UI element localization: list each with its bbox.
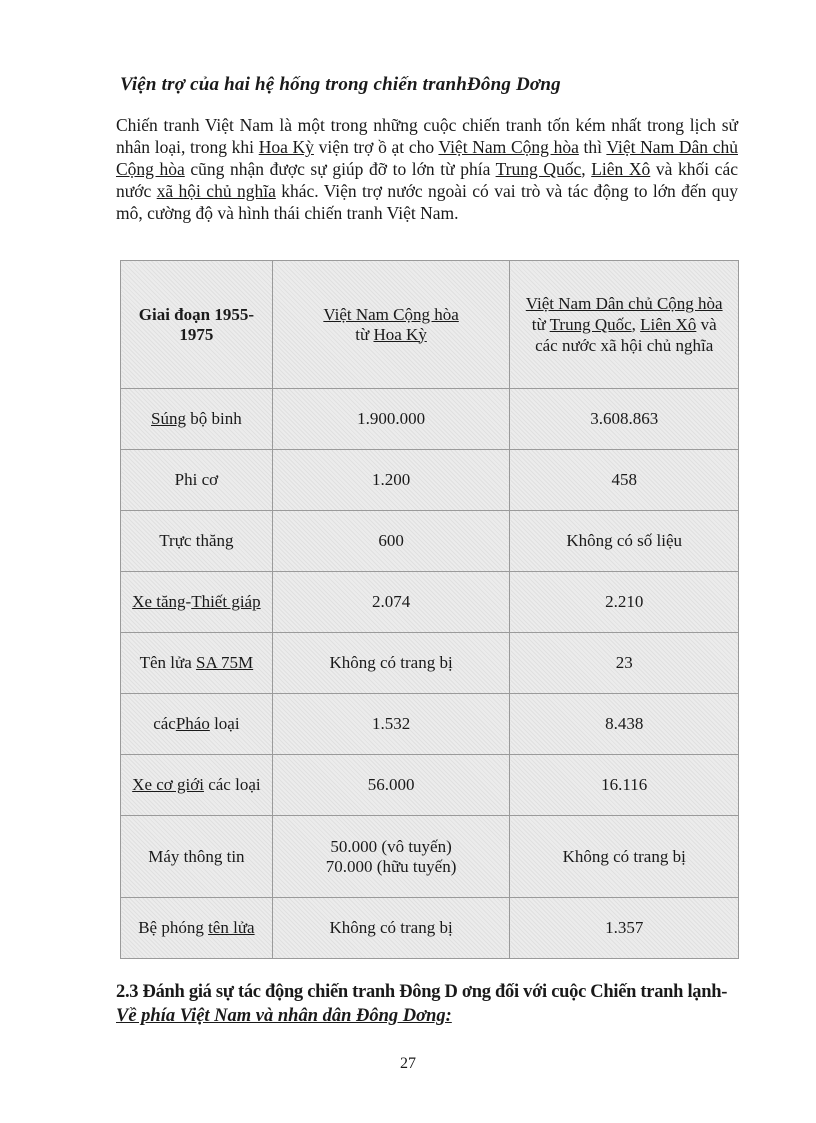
row-label — [121, 898, 273, 959]
link-viet-nam-cong-hoa[interactable]: Việt Nam Cộng hòa — [323, 304, 459, 324]
link-xa-hoi-chu-nghia[interactable]: xã hội chủ nghĩa — [156, 181, 276, 201]
rvn-value-line: 50.000 (vô tuyến) — [330, 836, 452, 856]
table-row — [121, 389, 739, 450]
intro-text: cũng nhận được sự giúp đỡ to lớn từ phía — [184, 159, 496, 179]
row-label-text: các loại — [203, 775, 261, 794]
table-row — [121, 511, 739, 572]
link-ten-lua[interactable]: tên lửa — [208, 918, 255, 937]
table-row — [121, 633, 739, 694]
section-2-3-heading: 2.3 Đánh giá sự tác động chiến tranh Đông D ơng đối với cuộc Chiến tranh lạnh- — [116, 982, 728, 1002]
header-text: từ — [531, 315, 550, 334]
aid-comparison-table — [120, 260, 739, 959]
row-label-text: các — [153, 714, 176, 733]
rvn-value: 1.532 — [272, 694, 510, 755]
link-viet-nam-dan-chu-cong-hoa[interactable]: Việt Nam Dân chủ Cộng hòa — [525, 294, 723, 313]
row-label — [121, 694, 273, 755]
link-sa-75m[interactable]: SA 75M — [196, 653, 254, 672]
link-viet-nam-cong-hoa[interactable]: Việt Nam Cộng hòa — [438, 137, 579, 157]
page-number: 27 — [400, 1055, 416, 1072]
rvn-value: 56.000 — [272, 755, 510, 816]
row-label-text: - — [185, 592, 192, 611]
intro-text: và khối các nước — [116, 159, 738, 201]
rvn-value-line: 70.000 (hữu tuyến) — [325, 856, 457, 876]
rvn-value: 2.074 — [272, 572, 510, 633]
drv-value: 458 — [510, 450, 739, 511]
intro-text: Chiến tranh Việt Nam là một trong những cuộc chiến tranh tốn kém nhất trong lịch sử nhân loại, trong khi — [116, 115, 738, 157]
link-trung-quoc[interactable]: Trung Quốc — [549, 315, 632, 334]
rvn-value: Không có trang bị — [272, 633, 510, 694]
drv-value: 23 — [510, 633, 739, 694]
header-drv — [510, 261, 739, 389]
rvn-value: 1.200 — [272, 450, 510, 511]
table-header-row — [121, 261, 739, 389]
link-sung[interactable]: Súng — [151, 409, 186, 428]
row-label — [121, 389, 273, 450]
rvn-value: 1.900.000 — [272, 389, 510, 450]
row-label — [121, 755, 273, 816]
drv-value: Không có số liệu — [510, 511, 739, 572]
header-text: và các nước xã hội chủ nghĩa — [535, 315, 717, 355]
table-row — [121, 755, 739, 816]
rvn-value — [272, 816, 510, 898]
row-label: Phi cơ — [121, 450, 273, 511]
intro-paragraph — [116, 114, 738, 224]
intro-text: , — [581, 159, 592, 179]
row-label-text: Bệ phóng — [138, 918, 209, 937]
drv-value: 16.116 — [510, 755, 739, 816]
table-row — [121, 898, 739, 959]
table-row — [121, 694, 739, 755]
header-period: Giai đoạn 1955-1975 — [121, 261, 273, 389]
rvn-value: 600 — [272, 511, 510, 572]
table-row — [121, 572, 739, 633]
link-xe-co-gioi[interactable]: Xe cơ giới — [132, 775, 204, 794]
drv-value: 2.210 — [510, 572, 739, 633]
link-hoa-ky[interactable]: Hoa Kỳ — [258, 137, 314, 157]
header-text: từ — [355, 324, 374, 344]
intro-text: viện trợ ồ ạt cho — [313, 137, 439, 157]
header-text: , — [631, 315, 641, 334]
drv-value: 3.608.863 — [510, 389, 739, 450]
header-rvn — [272, 261, 510, 389]
section-2-3-subheading: Về phía Việt Nam và nhân dân Đông Dơng: — [116, 1006, 452, 1026]
link-hoa-ky[interactable]: Hoa Kỳ — [373, 324, 427, 344]
row-label-text: bộ binh — [186, 409, 242, 428]
row-label: Trực thăng — [121, 511, 273, 572]
row-label — [121, 572, 273, 633]
drv-value: 1.357 — [510, 898, 739, 959]
link-xe-tang[interactable]: Xe tăng — [132, 592, 186, 611]
link-trung-quoc[interactable]: Trung Quốc — [495, 159, 582, 179]
drv-value: Không có trang bị — [510, 816, 739, 898]
link-viet-nam-dan-chu-cong-hoa[interactable]: Việt Nam Dân chủ Cộng hòa — [116, 137, 738, 179]
link-phao[interactable]: Pháo — [175, 714, 210, 733]
row-label: Máy thông tin — [121, 816, 273, 898]
intro-text: thì — [578, 137, 607, 157]
rvn-value: Không có trang bị — [272, 898, 510, 959]
table-row — [121, 450, 739, 511]
drv-value: 8.438 — [510, 694, 739, 755]
link-lien-xo[interactable]: Liên Xô — [591, 159, 651, 179]
intro-text: khác. Viện trợ nước ngoài có vai trò và tác động to lớn đến quy mô, cường độ và hình thái chiến tranh Việt Nam. — [116, 181, 739, 223]
table-row — [121, 816, 739, 898]
link-thiet-giap[interactable]: Thiết giáp — [191, 592, 261, 611]
section-heading: Viện trợ của hai hệ hống trong chiến tranhĐông Dơng — [120, 74, 561, 95]
row-label — [121, 633, 273, 694]
row-label-text: loại — [209, 714, 240, 733]
link-lien-xo[interactable]: Liên Xô — [640, 315, 697, 334]
row-label-text: Tên lửa — [139, 653, 197, 672]
